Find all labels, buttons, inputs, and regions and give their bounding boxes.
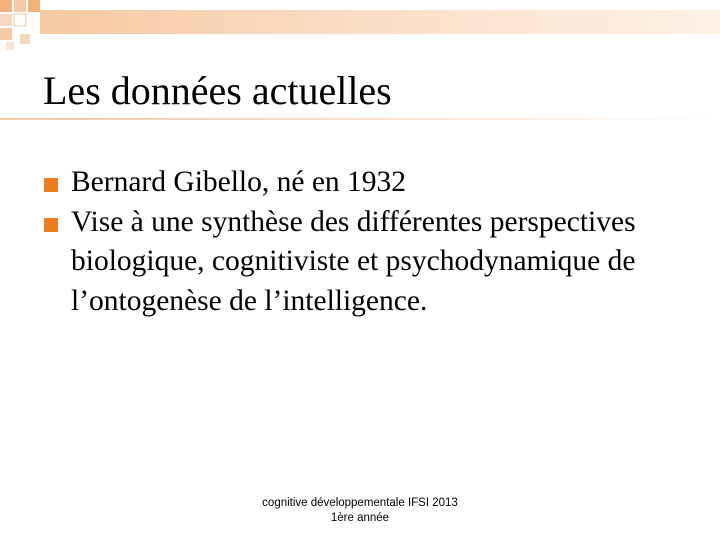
deco-square	[0, 0, 12, 12]
list-item	[44, 203, 644, 322]
bullet-list	[44, 163, 644, 321]
slide-title: Les données actuelles	[43, 68, 392, 113]
deco-square	[0, 14, 12, 26]
deco-square	[0, 28, 12, 40]
footer-line-2: 1ère année	[330, 512, 390, 524]
bullet-text: Vise à une synthèse des différentes perspectives biologique, cognitiviste et psychodynamique de l’ontogenèse de l’intelligence.	[71, 205, 636, 317]
square-bullet-icon	[44, 218, 58, 232]
deco-square	[14, 0, 26, 12]
slide-footer	[230, 496, 490, 526]
deco-square	[6, 42, 14, 50]
deco-square	[14, 14, 26, 26]
corner-decoration	[0, 0, 720, 60]
deco-square	[20, 34, 30, 44]
footer-line-1: cognitive développementale IFSI 2013	[262, 497, 458, 509]
deco-square	[28, 0, 40, 12]
list-item	[44, 163, 644, 203]
square-bullet-icon	[44, 178, 58, 192]
header-band	[40, 10, 720, 34]
title-underline	[0, 118, 720, 120]
bullet-text: Bernard Gibello, né en 1932	[71, 166, 407, 198]
